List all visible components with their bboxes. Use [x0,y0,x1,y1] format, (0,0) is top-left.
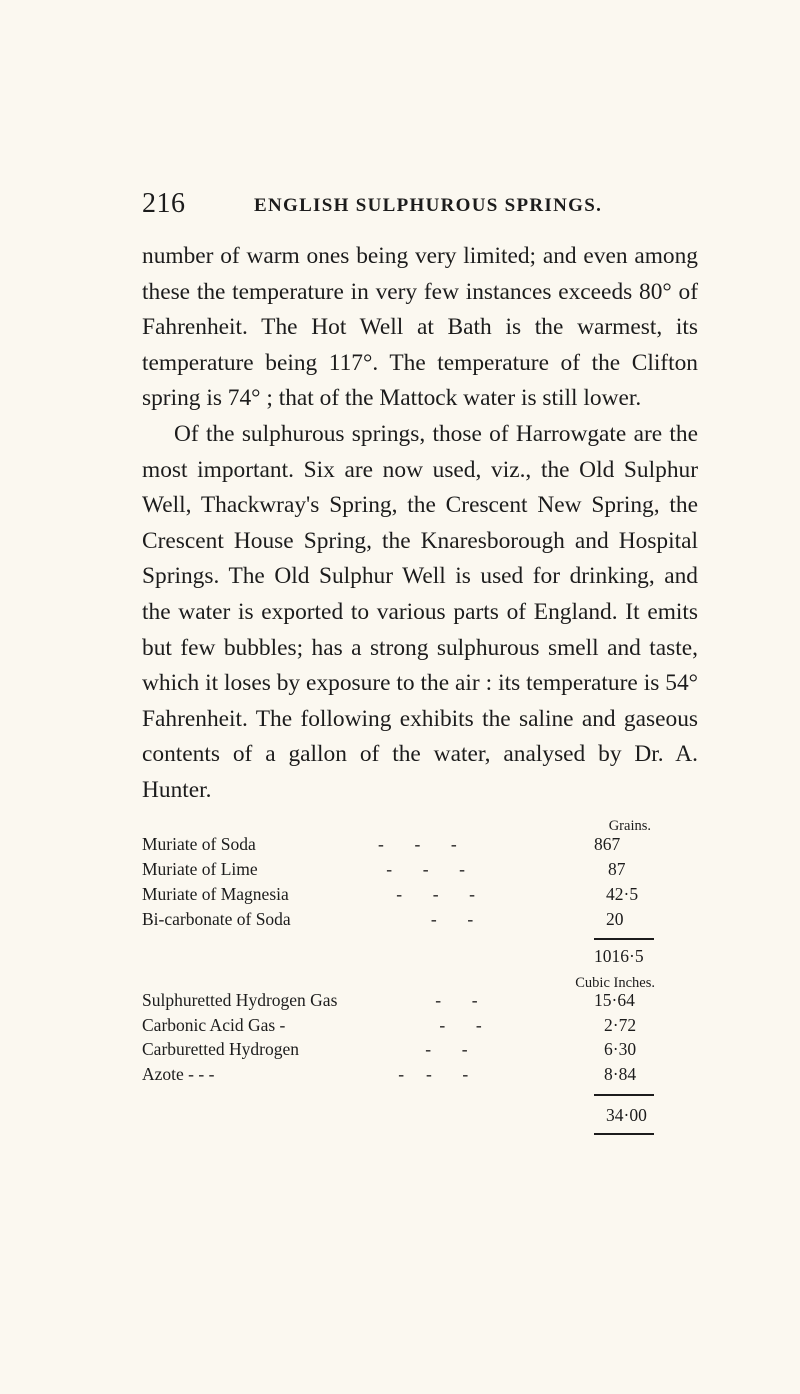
row-label: Carbonic Acid Gas - [142,1015,286,1035]
sum-rule [594,1094,654,1096]
leader-dashes: - - [400,1015,482,1035]
table-unit-heading: Grains. [608,818,651,834]
leader-dashes: - - [374,909,474,929]
row-label: Azote - - - [142,1064,215,1084]
table-row [142,909,652,933]
gas-contents-table [142,975,702,1175]
body-text [142,239,698,809]
table-row [142,1015,652,1039]
table-row [142,1064,652,1088]
row-label: Muriate of Soda [142,834,256,854]
page-header [142,188,702,228]
row-value: 42·5 [606,884,639,904]
table-row [142,859,652,883]
row-label: Muriate of Magnesia [142,884,289,904]
table-row [142,884,652,908]
double-rule [594,1133,654,1135]
leader-dashes: - - - [372,1064,469,1084]
paragraph: number of warm ones being very limited; and even among these the temperature in very few instances exceeds 80° of Fahrenheit. The Hot Well at Bath is the warmest, its temperature being 117°. The temperature of the Clifton spring is 74° ; that of the Mattock water is still lower. [142,243,698,412]
saline-total: 1016·5 [594,946,644,966]
row-label: Carburetted Hydrogen [142,1039,299,1059]
row-label: Muriate of Lime [142,859,258,879]
leader-dashes: - - [364,1039,468,1059]
page-number: 216 [142,188,186,219]
table-unit-heading: Cubic Inches. [575,975,655,991]
row-value: 2·72 [604,1015,637,1035]
leader-dashes: - - - [378,834,457,854]
table-row [142,1039,652,1063]
gas-total: 34·00 [606,1105,647,1125]
sum-rule [594,938,654,940]
row-value: 15·64 [594,990,635,1010]
row-value: 8·84 [604,1064,637,1084]
leader-dashes: - - - [370,884,475,904]
leader-dashes: - - - [360,859,465,879]
row-value: 6·30 [604,1039,637,1059]
running-head: ENGLISH SULPHUROUS SPRINGS. [254,195,603,216]
leader-dashes: - - [374,990,478,1010]
row-value: 87 [608,859,626,879]
row-value: 867 [594,834,621,854]
row-value: 20 [606,909,624,929]
table-row [142,834,652,858]
row-label: Sulphuretted Hydrogen Gas [142,990,338,1010]
paragraph: Of the sulphurous springs, those of Harrowgate are the most important. Six are now used, viz., the Old Sulphur Well, Thackwray's Spring, the Crescent New Spring, the Crescent House Spring, the Knaresborough and Hospital Springs. The Old Sulphur Well is used for drinking, and the water is exported to various parts of England. It emits but few bubbles; has a strong sulphurous smell and taste, which it loses by exposure to the air : its temperature is 54° Fahrenheit. The following exhibits the saline and gaseous contents of a gallon of the water, analysed by Dr. A. Hunter. [142,420,698,803]
row-label: Bi-carbonate of Soda [142,909,291,929]
table-row [142,990,652,1014]
